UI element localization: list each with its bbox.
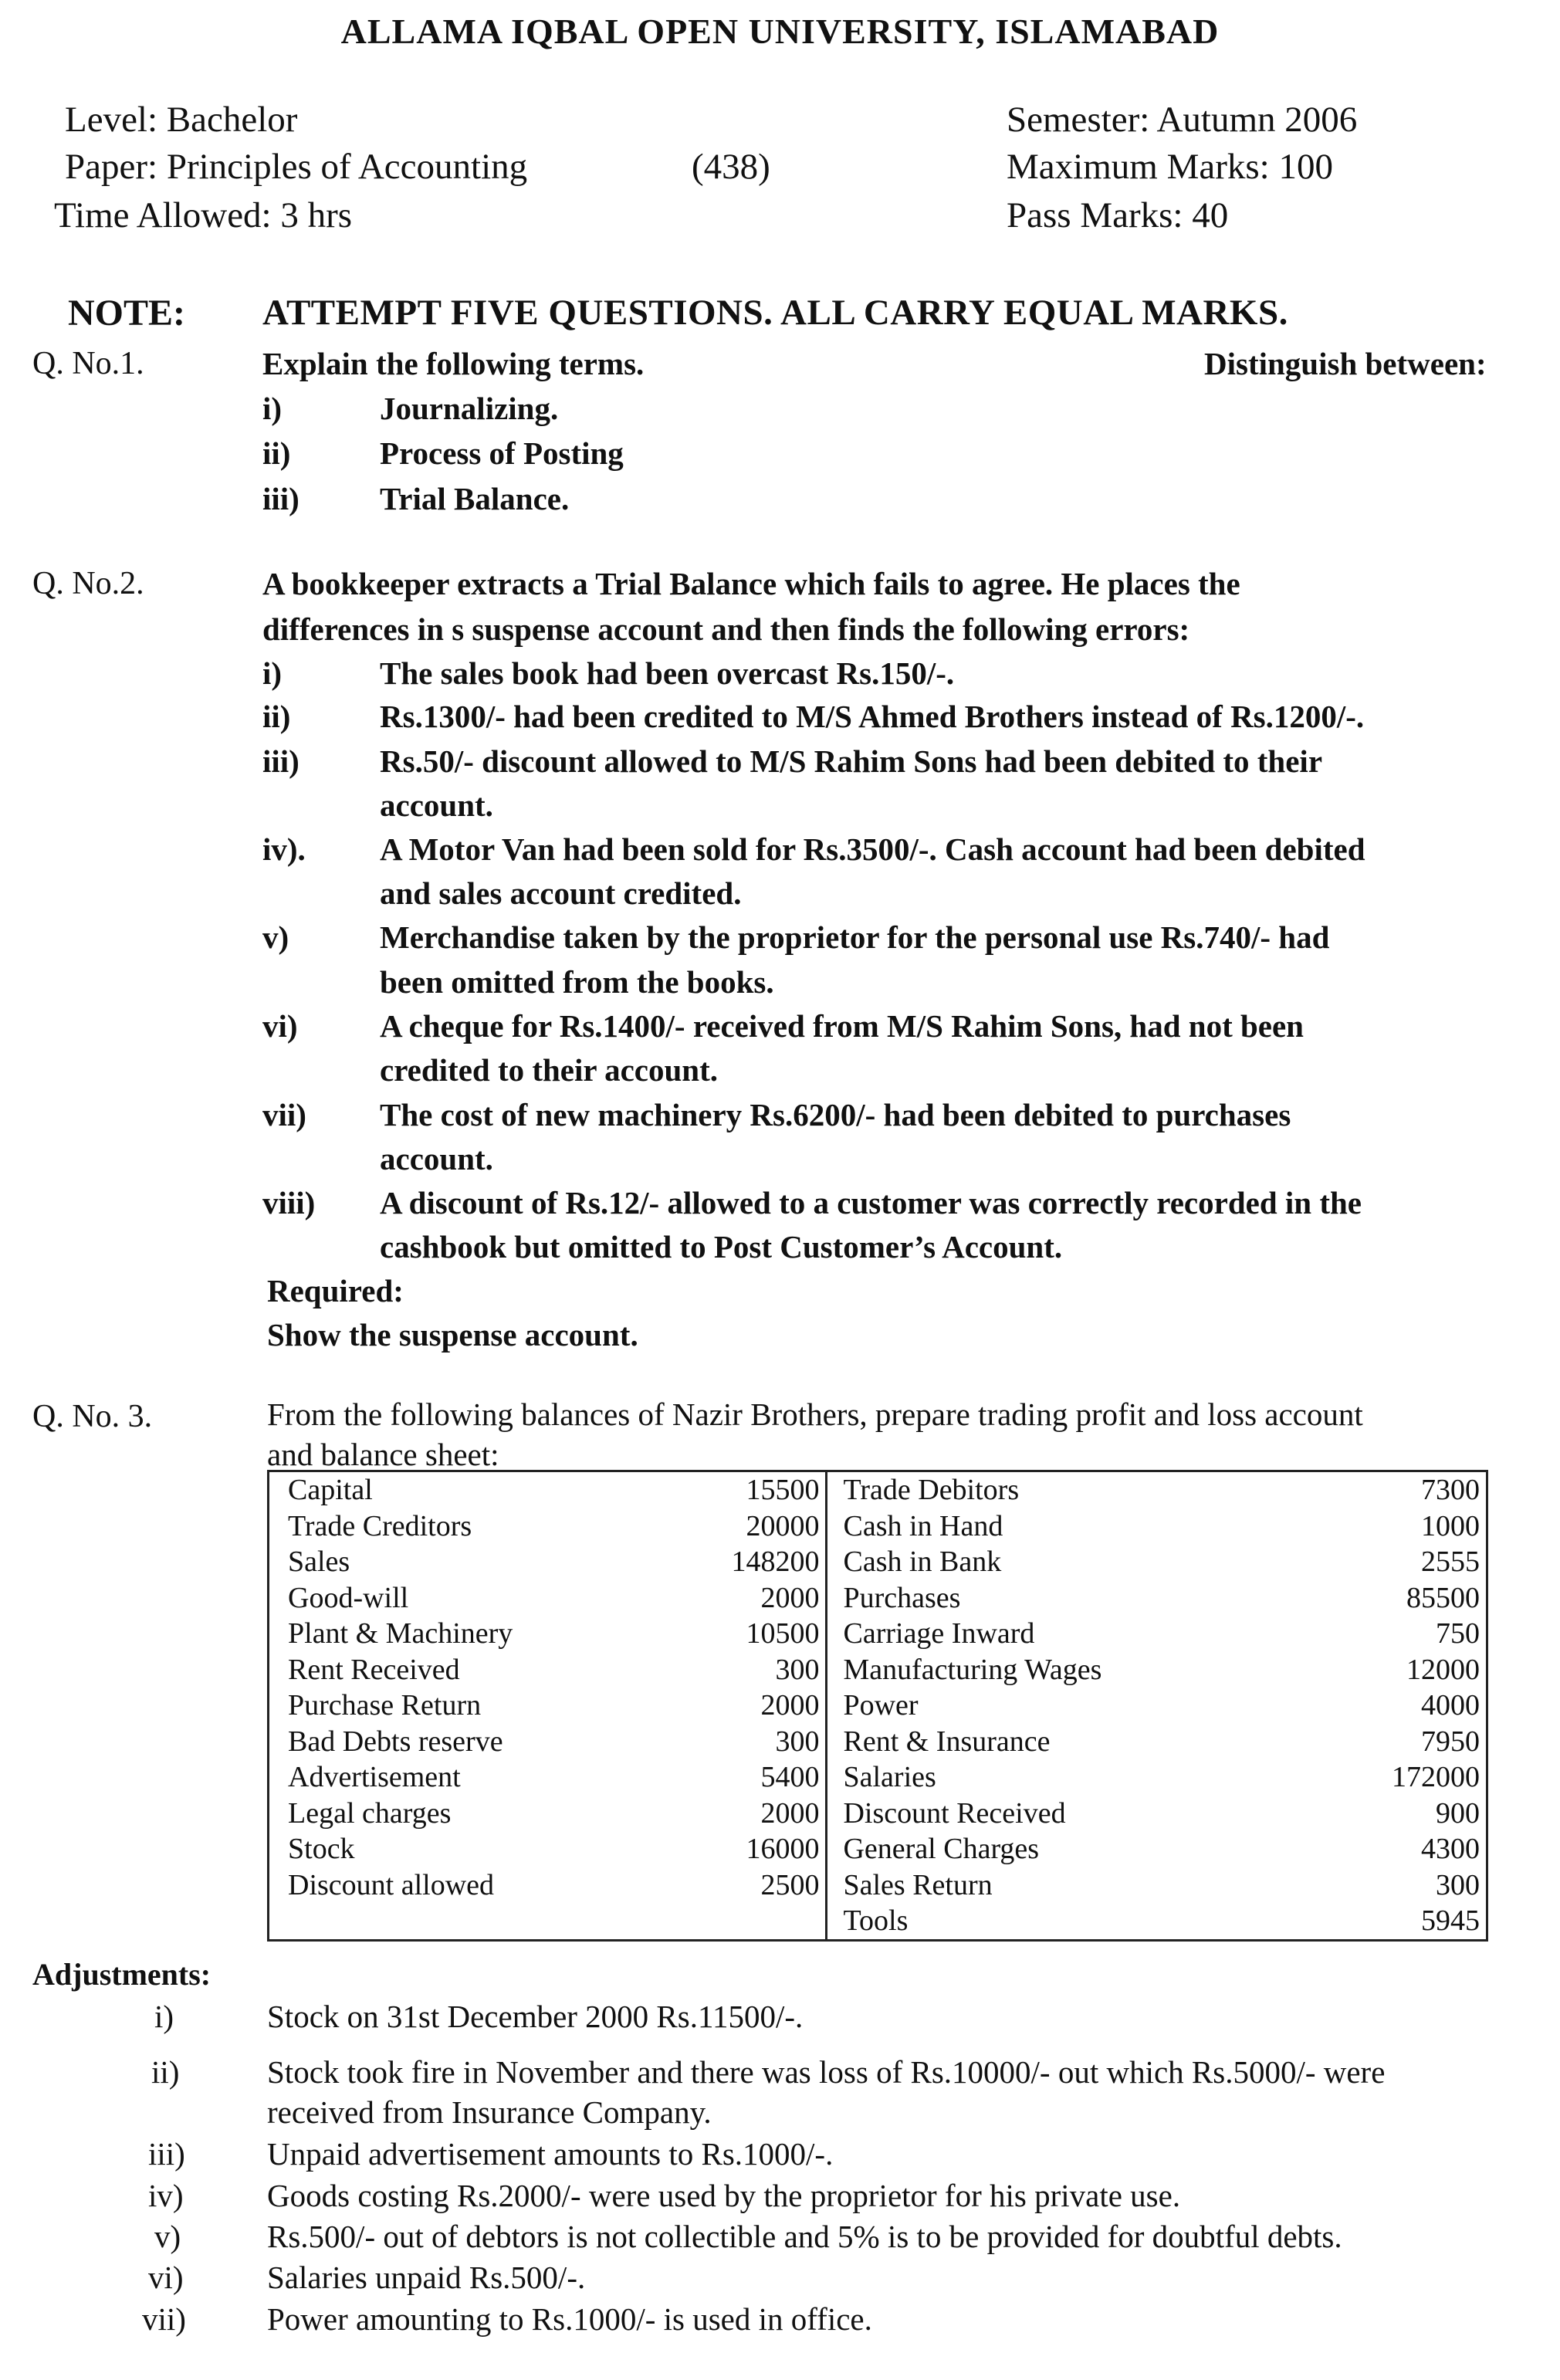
semester-line: Semester: Autumn 2006 <box>1007 100 1358 140</box>
table-row <box>269 1688 1487 1724</box>
paper-line: Paper: Principles of Accounting <box>65 147 528 187</box>
account-amount: 7950 <box>1215 1724 1487 1760</box>
table-row <box>269 1616 1487 1652</box>
q1-item-text: Process of Posting <box>380 435 624 471</box>
account-name: Rent Received <box>288 1653 460 1686</box>
question-3-intro-line1: From the following balances of Nazir Brothers, prepare trading profit and loss account <box>267 1397 1363 1432</box>
q2-item-number: ii) <box>262 699 291 734</box>
account-amount: 300 <box>569 1652 827 1688</box>
table-row <box>269 1471 1487 1508</box>
account-amount: 15500 <box>569 1471 827 1508</box>
account-amount: 2000 <box>569 1580 827 1617</box>
adjustment-number: vi) <box>148 2260 184 2295</box>
account-amount: 2555 <box>1215 1544 1487 1580</box>
note-text: ATTEMPT FIVE QUESTIONS. ALL CARRY EQUAL MARKS. <box>262 293 1288 333</box>
pass-marks: Pass Marks: 40 <box>1007 195 1229 235</box>
required-text: Show the suspense account. <box>267 1317 638 1353</box>
account-amount: 16000 <box>569 1831 827 1867</box>
table-row <box>269 1724 1487 1760</box>
q2-item-text: Merchandise taken by the proprietor for the personal use Rs.740/- had <box>380 919 1330 955</box>
account-name: Cash in Bank <box>843 1545 1002 1579</box>
account-name: Trade Debitors <box>843 1474 1020 1507</box>
q2-item-text: A Motor Van had been sold for Rs.3500/-. Cash account had been debited <box>380 831 1365 867</box>
account-name: Power <box>843 1689 919 1722</box>
q2-item-text-cont: been omitted from the books. <box>380 964 774 1000</box>
account-name: Manufacturing Wages <box>843 1653 1102 1686</box>
q2-item-text: A discount of Rs.12/- allowed to a customer was correctly recorded in the <box>380 1185 1362 1220</box>
q2-item-text: A cheque for Rs.1400/- received from M/S Rahim Sons, had not been <box>380 1008 1304 1044</box>
question-3-label: Q. No. 3. <box>32 1399 153 1434</box>
adjustment-text: Stock on 31st December 2000 Rs.11500/-. <box>267 1999 804 2034</box>
balances-table <box>267 1470 1488 1942</box>
account-amount: 4000 <box>1215 1688 1487 1724</box>
q2-item-text: The cost of new machinery Rs.6200/- had been debited to purchases <box>380 1097 1291 1132</box>
adjustments-label: Adjustments: <box>32 1957 211 1992</box>
level-line: Level: Bachelor <box>65 100 298 140</box>
q2-item-text: Rs.50/- discount allowed to M/S Rahim Sons had been debited to their <box>380 743 1323 779</box>
account-name <box>269 1903 570 1940</box>
q2-item-text: The sales book had been overcast Rs.150/-. <box>380 655 955 691</box>
q2-item-number: iii) <box>262 743 299 779</box>
account-name: Stock <box>288 1833 355 1866</box>
table-row <box>269 1831 1487 1867</box>
paper-code: (438) <box>692 147 770 187</box>
q2-item-text-cont: account. <box>380 1141 493 1176</box>
q2-item-number: vi) <box>262 1008 298 1044</box>
q2-item-text-cont: cashbook but omitted to Post Customer’s Account. <box>380 1229 1063 1264</box>
account-amount: 750 <box>1215 1616 1487 1652</box>
table-row <box>269 1867 1487 1904</box>
account-amount: 300 <box>1215 1867 1487 1904</box>
account-amount: 12000 <box>1215 1652 1487 1688</box>
account-name: Sales <box>288 1545 350 1579</box>
q1-item-number: iii) <box>262 481 299 516</box>
account-name: Purchases <box>843 1581 961 1614</box>
question-2-intro-line1: A bookkeeper extracts a Trial Balance which fails to agree. He places the <box>262 566 1240 601</box>
table-row <box>269 1580 1487 1617</box>
adjustment-text: Unpaid advertisement amounts to Rs.1000/-. <box>267 2136 834 2172</box>
q2-item-text: Rs.1300/- had been credited to M/S Ahmed Brothers instead of Rs.1200/-. <box>380 699 1365 734</box>
adjustment-text: Stock took fire in November and there was loss of Rs.10000/- out which Rs.5000/- were <box>267 2054 1386 2090</box>
q2-item-text-cont: and sales account credited. <box>380 875 742 911</box>
account-amount: 300 <box>569 1724 827 1760</box>
q1-item-number: i) <box>262 391 283 426</box>
question-1-intro: Explain the following terms. <box>262 346 645 381</box>
table-row <box>269 1796 1487 1832</box>
q2-item-number: viii) <box>262 1185 316 1220</box>
time-allowed: Time Allowed: 3 hrs <box>54 195 353 235</box>
note-label: NOTE: <box>68 293 186 333</box>
adjustment-text: Power amounting to Rs.1000/- is used in office. <box>267 2301 872 2337</box>
account-name: Salaries <box>843 1761 936 1794</box>
account-amount: 900 <box>1215 1796 1487 1832</box>
account-amount: 172000 <box>1215 1759 1487 1796</box>
account-amount <box>569 1903 827 1940</box>
account-name: Trade Creditors <box>288 1509 472 1542</box>
q1-item-text: Journalizing. <box>380 391 559 426</box>
question-1-label: Q. No.1. <box>32 346 144 381</box>
account-amount: 2000 <box>569 1688 827 1724</box>
table-row <box>269 1544 1487 1580</box>
q2-item-number: v) <box>262 919 289 955</box>
question-2-intro-line2: differences in s suspense account and then finds the following errors: <box>262 611 1190 647</box>
account-amount: 2000 <box>569 1796 827 1832</box>
account-amount: 4300 <box>1215 1831 1487 1867</box>
account-name: Discount allowed <box>288 1868 495 1901</box>
q1-item-number: ii) <box>262 435 291 471</box>
account-name: Purchase Return <box>288 1689 482 1722</box>
q2-item-number: i) <box>262 655 283 691</box>
adjustment-text: Rs.500/- out of debtors is not collectible and 5% is to be provided for doubtful debts. <box>267 2219 1342 2254</box>
account-name: Rent & Insurance <box>843 1725 1051 1758</box>
q2-item-number: vii) <box>262 1097 306 1132</box>
account-name: Legal charges <box>288 1796 452 1830</box>
adjustment-text: Goods costing Rs.2000/- were used by the proprietor for his private use. <box>267 2178 1181 2213</box>
adjustment-text: Salaries unpaid Rs.500/-. <box>267 2260 586 2295</box>
account-amount: 85500 <box>1215 1580 1487 1617</box>
account-amount: 1000 <box>1215 1508 1487 1545</box>
university-title: ALLAMA IQBAL OPEN UNIVERSITY, ISLAMABAD <box>340 12 1220 51</box>
account-name: Capital <box>288 1474 373 1507</box>
table-row <box>269 1508 1487 1545</box>
account-amount: 5945 <box>1215 1903 1487 1940</box>
table-row <box>269 1652 1487 1688</box>
account-name: Discount Received <box>843 1796 1066 1830</box>
q2-item-number: iv). <box>262 831 306 867</box>
account-name: Tools <box>843 1904 909 1938</box>
q2-item-text-cont: credited to their account. <box>380 1052 719 1088</box>
adjustment-text-cont: received from Insurance Company. <box>267 2094 712 2130</box>
account-amount: 20000 <box>569 1508 827 1545</box>
table-row <box>269 1759 1487 1796</box>
account-amount: 7300 <box>1215 1471 1487 1508</box>
question-2-label: Q. No.2. <box>32 566 144 601</box>
account-name: Cash in Hand <box>843 1509 1003 1542</box>
adjustment-number: vii) <box>142 2301 186 2337</box>
required-label: Required: <box>267 1273 404 1308</box>
question-3-intro-line2: and balance sheet: <box>267 1437 499 1472</box>
account-amount: 148200 <box>569 1544 827 1580</box>
account-amount: 2500 <box>569 1867 827 1904</box>
adjustment-number: ii) <box>151 2054 180 2090</box>
account-name: Sales Return <box>843 1868 993 1901</box>
maximum-marks: Maximum Marks: 100 <box>1007 147 1333 187</box>
adjustment-number: v) <box>154 2219 181 2254</box>
account-name: Bad Debts reserve <box>288 1725 503 1758</box>
adjustment-number: i) <box>154 1999 174 2034</box>
question-1-right-note: Distinguish between: <box>1204 346 1487 381</box>
account-name: Plant & Machinery <box>288 1617 513 1650</box>
account-amount: 10500 <box>569 1616 827 1652</box>
account-amount: 5400 <box>569 1759 827 1796</box>
account-name: Advertisement <box>288 1761 461 1794</box>
account-name: Good-will <box>288 1581 409 1614</box>
q1-item-text: Trial Balance. <box>380 481 570 516</box>
table-row <box>269 1903 1487 1940</box>
adjustment-number: iv) <box>148 2178 184 2213</box>
adjustment-number: iii) <box>148 2136 185 2172</box>
q2-item-text-cont: account. <box>380 787 493 823</box>
account-name: General Charges <box>843 1833 1040 1866</box>
account-name: Carriage Inward <box>843 1617 1035 1650</box>
